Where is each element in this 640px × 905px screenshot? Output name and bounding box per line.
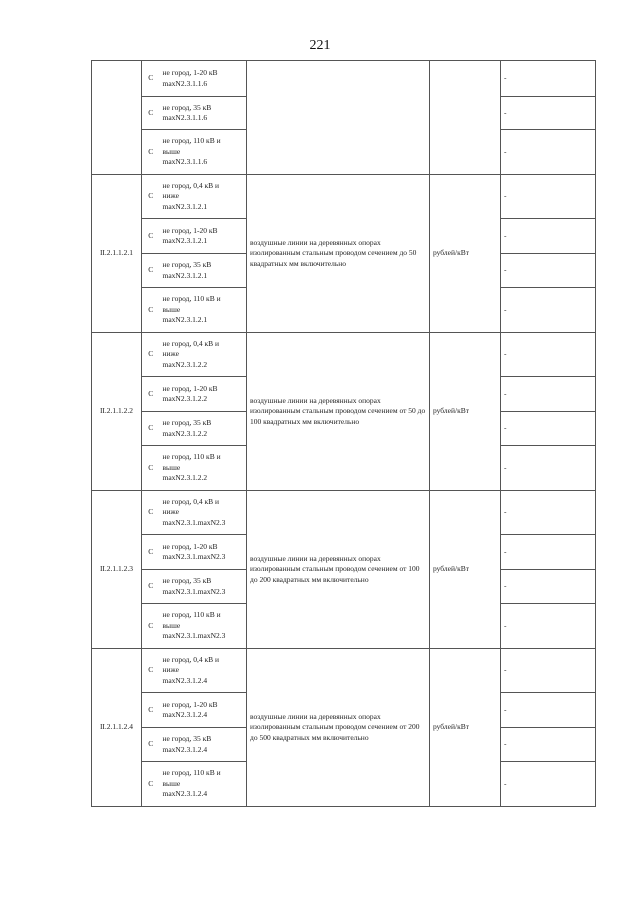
voltage-level-cell: не город, 0,4 кВ и ниже maxN2.3.1.2.4 [160,649,247,693]
voltage-level-cell: не город, 0,4 кВ и ниже maxN2.3.1.2.1 [160,175,247,219]
prefix-cell: С [142,130,160,175]
prefix-cell: С [142,254,160,288]
prefix-cell: С [142,728,160,762]
voltage-level-cell: не город, 35 кВ maxN2.3.1.maxN2.3 [160,570,247,604]
value-cell: - [501,649,596,693]
unit-cell: рублей/кВт [430,491,501,649]
voltage-level-cell: не город, 1-20 кВ maxN2.3.1.2.1 [160,219,247,254]
value-cell: - [501,219,596,254]
value-cell: - [501,61,596,97]
description-cell: воздушные линии на деревянных опорах изолированным стальным проводом сечением до 50 квадратных мм включительно [247,175,430,333]
code-cell [92,61,142,175]
value-cell: - [501,693,596,728]
code-cell: II.2.1.1.2.3 [92,491,142,649]
prefix-cell: С [142,491,160,535]
voltage-level-cell: не город, 110 кВ и выше maxN2.3.1.2.1 [160,288,247,333]
voltage-level-cell: не город, 0,4 кВ и ниже maxN2.3.1.2.2 [160,333,247,377]
voltage-level-cell: не город, 35 кВ maxN2.3.1.2.1 [160,254,247,288]
tariff-table [91,60,596,807]
voltage-level-cell: не город, 1-20 кВ maxN2.3.1.1.6 [160,61,247,97]
value-cell: - [501,333,596,377]
value-cell: - [501,254,596,288]
voltage-level-cell: не город, 35 кВ maxN2.3.1.2.4 [160,728,247,762]
prefix-cell: С [142,97,160,130]
table-body [92,61,596,807]
value-cell: - [501,446,596,491]
code-cell: II.2.1.1.2.2 [92,333,142,491]
prefix-cell: С [142,649,160,693]
unit-cell: рублей/кВт [430,175,501,333]
table-row [92,333,596,377]
unit-cell: рублей/кВт [430,333,501,491]
value-cell: - [501,570,596,604]
code-cell: II.2.1.1.2.1 [92,175,142,333]
value-cell: - [501,604,596,649]
prefix-cell: С [142,535,160,570]
value-cell: - [501,377,596,412]
value-cell: - [501,491,596,535]
voltage-level-cell: не город, 1-20 кВ maxN2.3.1.maxN2.3 [160,535,247,570]
voltage-level-cell: не город, 0,4 кВ и ниже maxN2.3.1.maxN2.3 [160,491,247,535]
voltage-level-cell: не город, 1-20 кВ maxN2.3.1.2.4 [160,693,247,728]
prefix-cell: С [142,570,160,604]
prefix-cell: С [142,446,160,491]
prefix-cell: С [142,412,160,446]
prefix-cell: С [142,219,160,254]
prefix-cell: С [142,693,160,728]
description-cell: воздушные линии на деревянных опорах изолированным стальным проводом сечением от 100 до 200 квадратных мм включительно [247,491,430,649]
value-cell: - [501,728,596,762]
prefix-cell: С [142,61,160,97]
table-row [92,61,596,97]
description-cell: воздушные линии на деревянных опорах изолированным стальным проводом сечением от 50 до 100 квадратных мм включительно [247,333,430,491]
value-cell: - [501,412,596,446]
voltage-level-cell: не город, 1-20 кВ maxN2.3.1.2.2 [160,377,247,412]
table-row [92,491,596,535]
prefix-cell: С [142,288,160,333]
unit-cell: рублей/кВт [430,649,501,807]
table-row [92,649,596,693]
voltage-level-cell: не город, 110 кВ и выше maxN2.3.1.2.2 [160,446,247,491]
prefix-cell: С [142,604,160,649]
value-cell: - [501,288,596,333]
code-cell: II.2.1.1.2.4 [92,649,142,807]
table-row [92,175,596,219]
page-number: 221 [309,38,331,53]
unit-cell [430,61,501,175]
voltage-level-cell: не город, 35 кВ maxN2.3.1.1.6 [160,97,247,130]
voltage-level-cell: не город, 110 кВ и выше maxN2.3.1.maxN2.3 [160,604,247,649]
value-cell: - [501,130,596,175]
value-cell: - [501,762,596,807]
value-cell: - [501,175,596,219]
value-cell: - [501,535,596,570]
value-cell: - [501,97,596,130]
description-cell: воздушные линии на деревянных опорах изолированным стальным проводом сечением от 200 до 500 квадратных мм включительно [247,649,430,807]
prefix-cell: С [142,377,160,412]
voltage-level-cell: не город, 35 кВ maxN2.3.1.2.2 [160,412,247,446]
voltage-level-cell: не город, 110 кВ и выше maxN2.3.1.2.4 [160,762,247,807]
prefix-cell: С [142,175,160,219]
prefix-cell: С [142,333,160,377]
prefix-cell: С [142,762,160,807]
voltage-level-cell: не город, 110 кВ и выше maxN2.3.1.1.6 [160,130,247,175]
description-cell [247,61,430,175]
